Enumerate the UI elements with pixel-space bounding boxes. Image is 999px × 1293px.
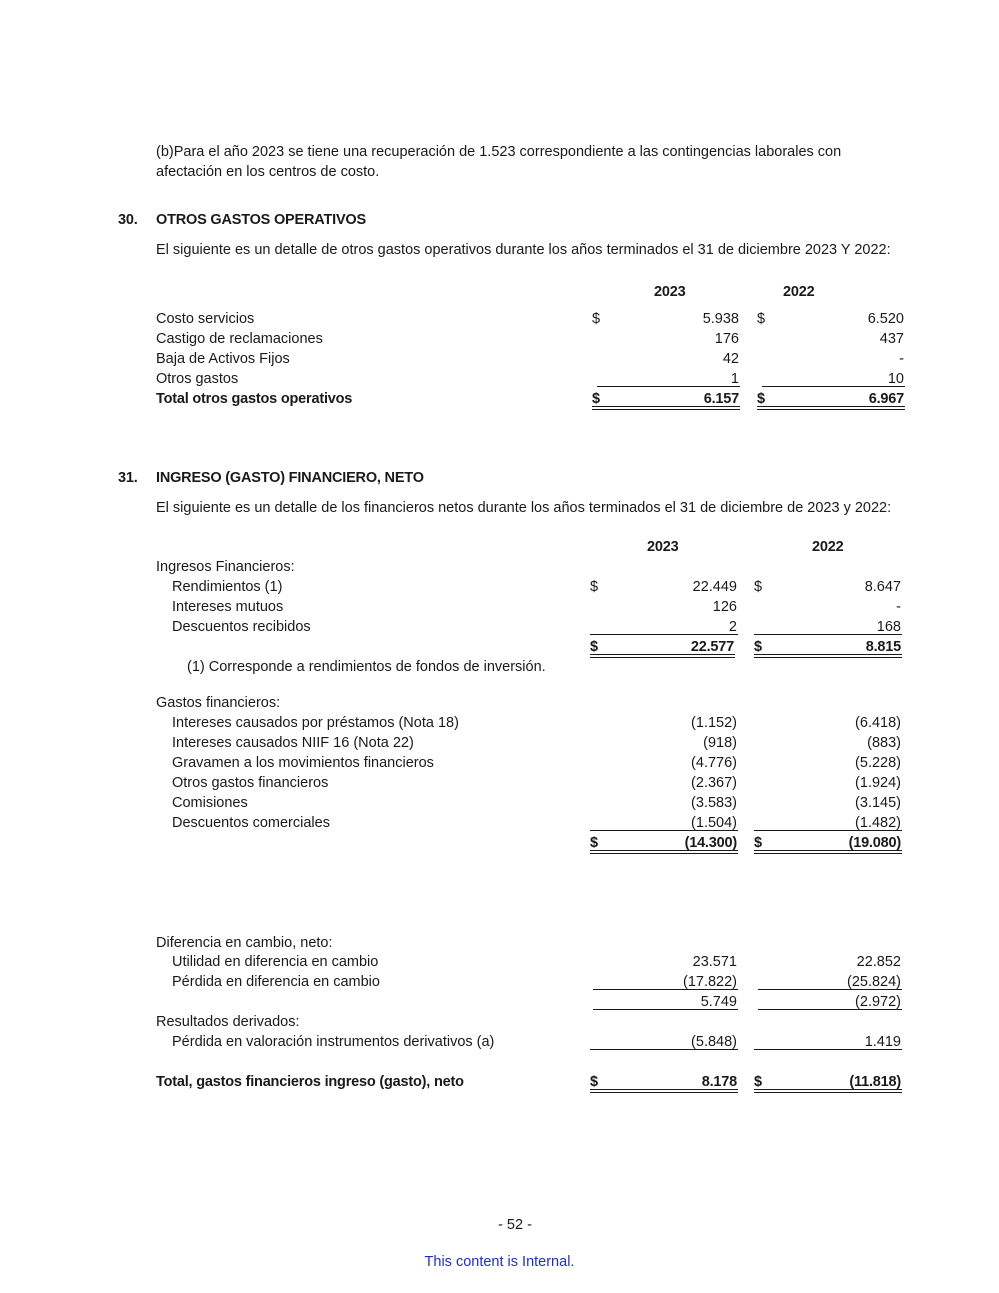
diferencia-row-label: Utilidad en diferencia en cambio	[172, 954, 379, 970]
s30-rule	[762, 386, 905, 387]
s30-double-rule	[757, 406, 905, 407]
ingresos-subtotal-2022: 8.815	[865, 639, 901, 655]
gastos-subtotal-currency-2023: $	[590, 835, 598, 851]
s30-currency-2023: $	[592, 311, 601, 327]
s30-header-2022: 2022	[783, 284, 815, 300]
ingresos-value-2022: -	[896, 599, 901, 615]
s30-double-rule	[592, 406, 740, 407]
diferencia-subtotal-rule	[593, 1009, 738, 1010]
ingresos-currency-2023: $	[590, 579, 599, 595]
s30-total-value-2022: 6.967	[868, 391, 904, 407]
diferencia-heading: Diferencia en cambio, neto:	[156, 935, 333, 951]
s31-total-double-rule	[754, 1092, 902, 1093]
ingresos-row-label: Intereses mutuos	[172, 599, 284, 615]
s30-row-value-2023: 5.938	[702, 311, 739, 327]
note-b-line-1: (b)Para el año 2023 se tiene una recuperación de 1.523 correspondiente a las contingencias laborales con	[156, 144, 842, 160]
s30-row-value-2022: -	[899, 351, 904, 367]
gastos-subtotal-currency-2022: $	[754, 835, 762, 851]
gastos-value-2022: (6.418)	[855, 715, 901, 731]
s30-row-label: Castigo de reclamaciones	[156, 331, 323, 347]
gastos-value-2023: (2.367)	[691, 775, 737, 791]
s30-row-value-2023: 42	[722, 351, 739, 367]
s31-header-2022: 2022	[812, 539, 844, 555]
ingresos-subtotal-currency-2023: $	[590, 639, 598, 655]
ingresos-subtotal-2023: 22.577	[690, 639, 734, 655]
s30-double-rule	[757, 409, 905, 410]
gastos-row-label: Gravamen a los movimientos financieros	[172, 755, 434, 771]
diferencia-value-2022: 22.852	[856, 954, 901, 970]
s30-row-label: Costo servicios	[156, 311, 255, 327]
gastos-double-rule	[754, 853, 902, 854]
s31-total-value-2022: (11.818)	[849, 1074, 901, 1090]
s30-row-label: Otros gastos	[156, 371, 239, 387]
ingresos-heading: Ingresos Financieros:	[156, 559, 295, 575]
ingresos-double-rule	[590, 654, 735, 655]
ingresos-double-rule	[590, 657, 735, 658]
derivados-value-2023: (5.848)	[691, 1034, 737, 1050]
ingresos-currency-2022: $	[754, 579, 763, 595]
ingresos-value-2023: 126	[712, 599, 737, 615]
ingresos-rule	[754, 634, 902, 635]
gastos-value-2023: (4.776)	[691, 755, 737, 771]
gastos-row-label: Comisiones	[172, 795, 248, 811]
section-31-intro: El siguiente es un detalle de los financieros netos durante los años terminados el 31 de diciembre de 2023 y 2022:	[156, 500, 892, 516]
s31-total-double-rule	[590, 1089, 738, 1090]
s30-row-value-2022: 437	[879, 331, 904, 347]
s30-row-value-2023: 176	[714, 331, 739, 347]
s30-total-value-2023: 6.157	[703, 391, 739, 407]
gastos-row-label: Intereses causados por préstamos (Nota 18)	[172, 715, 459, 731]
ingresos-row-label: Descuentos recibidos	[172, 619, 311, 635]
derivados-value-2022: 1.419	[864, 1034, 901, 1050]
ingresos-footnote: (1) Corresponde a rendimientos de fondos de inversión.	[187, 659, 546, 675]
s30-total-currency-2023: $	[592, 391, 600, 407]
gastos-rule	[590, 830, 738, 831]
gastos-value-2022: (1.924)	[855, 775, 901, 791]
ingresos-rule	[590, 634, 738, 635]
derivados-heading: Resultados derivados:	[156, 1014, 300, 1030]
s30-rule	[597, 386, 740, 387]
content-classification-label: This content is Internal.	[424, 1254, 575, 1270]
gastos-double-rule	[590, 850, 738, 851]
s30-currency-2022: $	[757, 311, 766, 327]
s30-total-label: Total otros gastos operativos	[156, 391, 353, 407]
gastos-row-label: Otros gastos financieros	[172, 775, 329, 791]
gastos-rule	[754, 830, 902, 831]
diferencia-value-2023: 23.571	[692, 954, 737, 970]
s31-total-double-rule	[754, 1089, 902, 1090]
gastos-value-2023: (3.583)	[691, 795, 737, 811]
ingresos-value-2022: 168	[876, 619, 901, 635]
ingresos-row-label: Rendimientos (1)	[172, 579, 283, 595]
section-31-title: INGRESO (GASTO) FINANCIERO, NETO	[156, 470, 424, 486]
s30-row-label: Baja de Activos Fijos	[156, 351, 290, 367]
diferencia-value-2022: (25.824)	[846, 974, 901, 990]
section-30-title: OTROS GASTOS OPERATIVOS	[156, 212, 366, 228]
s31-header-2023: 2023	[647, 539, 679, 555]
gastos-row-label: Intereses causados NIIF 16 (Nota 22)	[172, 735, 414, 751]
gastos-double-rule	[590, 853, 738, 854]
s30-double-rule	[592, 409, 740, 410]
diferencia-rule	[758, 989, 902, 990]
ingresos-value-2023: 2	[728, 619, 737, 635]
gastos-subtotal-2022: (19.080)	[848, 835, 901, 851]
gastos-value-2022: (5.228)	[855, 755, 901, 771]
diferencia-subtotal-2023: 5.749	[700, 994, 737, 1010]
derivados-rule	[754, 1049, 902, 1050]
diferencia-rule	[593, 989, 738, 990]
s31-total-label: Total, gastos financieros ingreso (gasto), neto	[156, 1074, 464, 1090]
s30-row-value-2023: 1	[730, 371, 739, 387]
s31-total-currency-2022: $	[754, 1074, 762, 1090]
s30-row-value-2022: 6.520	[867, 311, 904, 327]
page-number: - 52 -	[498, 1217, 532, 1233]
gastos-value-2022: (1.482)	[855, 815, 901, 831]
s31-total-currency-2023: $	[590, 1074, 598, 1090]
ingresos-value-2023: 22.449	[692, 579, 737, 595]
gastos-subtotal-2023: (14.300)	[684, 835, 737, 851]
s31-total-value-2023: 8.178	[701, 1074, 737, 1090]
gastos-value-2023: (1.152)	[691, 715, 737, 731]
diferencia-subtotal-2022: (2.972)	[855, 994, 901, 1010]
gastos-value-2023: (1.504)	[691, 815, 737, 831]
section-30-intro: El siguiente es un detalle de otros gastos operativos durante los años terminados el 31 de diciembre 2023 Y 2022:	[156, 242, 891, 258]
gastos-row-label: Descuentos comerciales	[172, 815, 330, 831]
gastos-value-2022: (883)	[867, 735, 901, 751]
diferencia-subtotal-rule	[758, 1009, 902, 1010]
gastos-value-2022: (3.145)	[855, 795, 901, 811]
section-31-number: 31.	[118, 470, 138, 486]
diferencia-value-2023: (17.822)	[682, 974, 737, 990]
ingresos-subtotal-currency-2022: $	[754, 639, 762, 655]
diferencia-row-label: Pérdida en diferencia en cambio	[172, 974, 380, 990]
s30-header-2023: 2023	[654, 284, 686, 300]
derivados-row-label: Pérdida en valoración instrumentos derivativos (a)	[172, 1034, 495, 1050]
s30-row-value-2022: 10	[887, 371, 904, 387]
section-30-number: 30.	[118, 212, 138, 228]
note-b-line-2: afectación en los centros de costo.	[156, 164, 380, 180]
gastos-double-rule	[754, 850, 902, 851]
s31-total-double-rule	[590, 1092, 738, 1093]
ingresos-double-rule	[754, 654, 902, 655]
ingresos-value-2022: 8.647	[864, 579, 901, 595]
s30-total-currency-2022: $	[757, 391, 765, 407]
gastos-heading: Gastos financieros:	[156, 695, 281, 711]
gastos-value-2023: (918)	[703, 735, 737, 751]
ingresos-double-rule	[754, 657, 902, 658]
derivados-rule	[590, 1049, 738, 1050]
